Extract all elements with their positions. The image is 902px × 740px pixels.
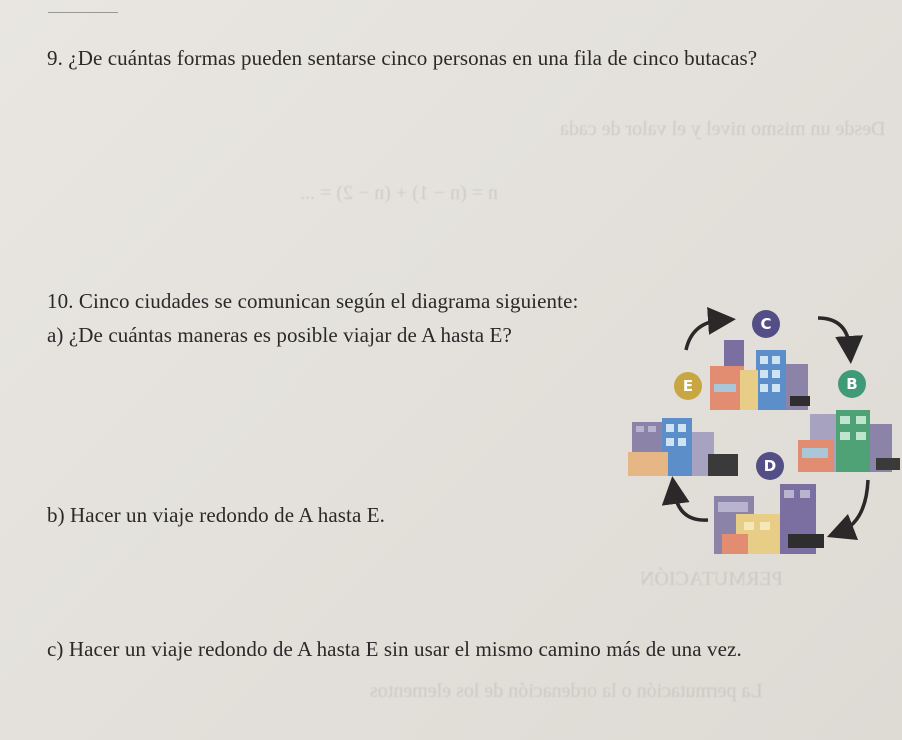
arrow-d-to-a (674, 490, 708, 520)
question-9: 9. ¿De cuántas formas pueden sentarse cinco personas en una fila de cinco butacas? (47, 46, 758, 70)
city-node-b: B (838, 370, 866, 398)
city-right-illustration (798, 410, 902, 472)
arrow-c-to-b (818, 318, 850, 350)
bleed-through-text: PERMUTACIÓN (640, 568, 783, 590)
city-bottom-illustration (714, 484, 834, 554)
page-top-rule (48, 12, 118, 13)
city-left-illustration (628, 418, 740, 476)
city-node-c: C (752, 310, 780, 338)
bleed-through-text: La permutación o la ordenación de los elementos (370, 680, 763, 702)
question-10-intro: 10. Cinco ciudades se comunican según el diagrama siguiente: (47, 289, 579, 313)
question-10-part-a: a) ¿De cuántas maneras es posible viajar de A hasta E? (47, 323, 512, 347)
question-10-part-c: c) Hacer un viaje redondo de A hasta E sin usar el mismo camino más de una vez. (47, 637, 742, 661)
arrow-b-to-d (840, 480, 868, 532)
city-node-d: D (756, 452, 784, 480)
cities-diagram (628, 300, 902, 560)
city-top-illustration (710, 338, 820, 410)
question-10-part-b: b) Hacer un viaje redondo de A hasta E. (47, 503, 386, 527)
city-node-e: E (674, 372, 702, 400)
bleed-through-text: n = (n − 1) + (n − 2) = ... (300, 182, 499, 204)
bleed-through-text: Desde un mismo nivel y el valor de cada (560, 118, 886, 140)
